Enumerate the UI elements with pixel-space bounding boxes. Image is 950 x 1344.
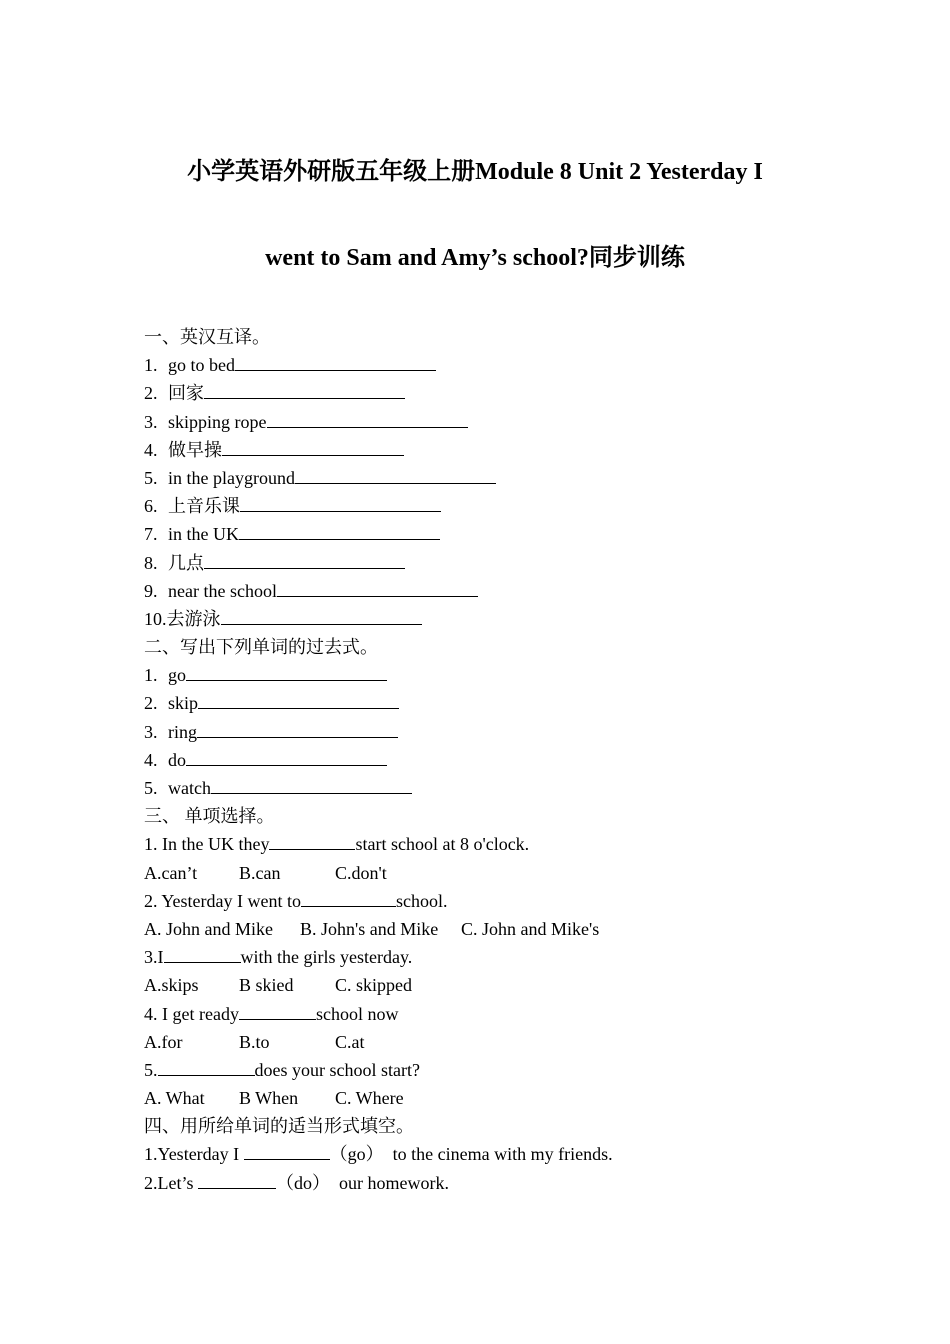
option-b[interactable]: B.to <box>239 1031 270 1052</box>
answer-blank[interactable] <box>158 1058 255 1076</box>
list-item: 1. go <box>144 661 824 689</box>
list-item: 5. watch <box>144 774 824 802</box>
section-1-heading: 一、英汉互译。 <box>144 327 270 347</box>
option-a[interactable]: A.can’t <box>144 862 198 883</box>
answer-blank[interactable] <box>186 748 387 766</box>
list-item: 10.去游泳 <box>144 605 824 633</box>
option-b[interactable]: B skied <box>239 975 294 996</box>
list-item: 9. near the school <box>144 577 824 605</box>
question-options <box>144 1084 824 1112</box>
question-options <box>144 859 824 887</box>
option-c[interactable]: C.don't <box>335 862 387 883</box>
list-item: 6. 上音乐课 <box>144 492 824 520</box>
list-item: 3. ring <box>144 718 824 746</box>
list-item: 2. skip <box>144 689 824 717</box>
document-title-line-2: went to Sam and Amy’s school?同步训练 <box>265 245 685 271</box>
section-2-heading: 二、写出下列单词的过去式。 <box>144 637 378 658</box>
answer-blank[interactable] <box>235 353 436 371</box>
question-stem: 1. In the UK they start school at 8 o'clock. <box>144 834 530 855</box>
option-a[interactable]: A.for <box>144 1031 183 1052</box>
list-item: 4. do <box>144 746 824 774</box>
list-item: 4. 做早操 <box>144 436 824 464</box>
section-4-heading: 四、用所给单词的适当形式填空。 <box>144 1116 414 1137</box>
question-options <box>144 1028 824 1056</box>
option-b[interactable]: B.can <box>239 862 281 883</box>
option-a[interactable]: A. What <box>144 1088 205 1109</box>
option-b[interactable]: B When <box>239 1088 299 1109</box>
answer-blank[interactable] <box>204 551 405 569</box>
option-c[interactable]: C.at <box>335 1031 365 1052</box>
question-stem: 4. I get ready school now <box>144 1003 399 1024</box>
answer-blank[interactable] <box>239 1002 316 1020</box>
option-b[interactable]: B. John's and Mike <box>300 918 439 939</box>
question-stem: 2. Yesterday I went to school. <box>144 890 448 911</box>
answer-blank[interactable] <box>244 1142 330 1160</box>
answer-blank[interactable] <box>211 776 412 794</box>
answer-blank[interactable] <box>267 410 468 428</box>
option-c[interactable]: C. skipped <box>335 975 413 996</box>
answer-blank[interactable] <box>239 522 440 540</box>
answer-blank[interactable] <box>164 945 241 963</box>
fill-in-item: 1.Yesterday I （go） to the cinema with my friends. <box>144 1144 613 1165</box>
list-item: 5. in the playground <box>144 464 824 492</box>
question-stem: 3.I with the girls yesterday. <box>144 947 413 968</box>
answer-blank[interactable] <box>222 438 404 456</box>
list-item: 1. go to bed <box>144 351 824 379</box>
answer-blank[interactable] <box>197 720 398 738</box>
answer-blank[interactable] <box>198 691 399 709</box>
answer-blank[interactable] <box>204 381 405 399</box>
answer-blank[interactable] <box>295 466 496 484</box>
document-title-line-1: 小学英语外研版五年级上册Module 8 Unit 2 Yesterday I <box>187 159 763 185</box>
answer-blank[interactable] <box>269 832 355 850</box>
option-a[interactable]: A. John and Mike <box>144 918 273 939</box>
option-c[interactable]: C. John and Mike's <box>461 918 600 939</box>
question-stem: 5. does your school start? <box>144 1059 420 1080</box>
question-options <box>144 971 824 999</box>
answer-blank[interactable] <box>198 1171 276 1189</box>
answer-blank[interactable] <box>221 607 422 625</box>
answer-blank[interactable] <box>186 663 387 681</box>
fill-in-item: 2.Let’s （do） our homework. <box>144 1172 449 1193</box>
question-options <box>144 915 824 943</box>
list-item: 3. skipping rope <box>144 408 824 436</box>
section-3-heading: 三、 单项选择。 <box>144 806 275 827</box>
answer-blank[interactable] <box>301 889 396 907</box>
answer-blank[interactable] <box>240 494 441 512</box>
list-item: 8. 几点 <box>144 549 824 577</box>
worksheet-body <box>144 323 824 1197</box>
answer-blank[interactable] <box>277 579 478 597</box>
option-a[interactable]: A.skips <box>144 975 199 996</box>
list-item: 2. 回家 <box>144 379 824 407</box>
list-item: 7. in the UK <box>144 520 824 548</box>
option-c[interactable]: C. Where <box>335 1088 404 1109</box>
